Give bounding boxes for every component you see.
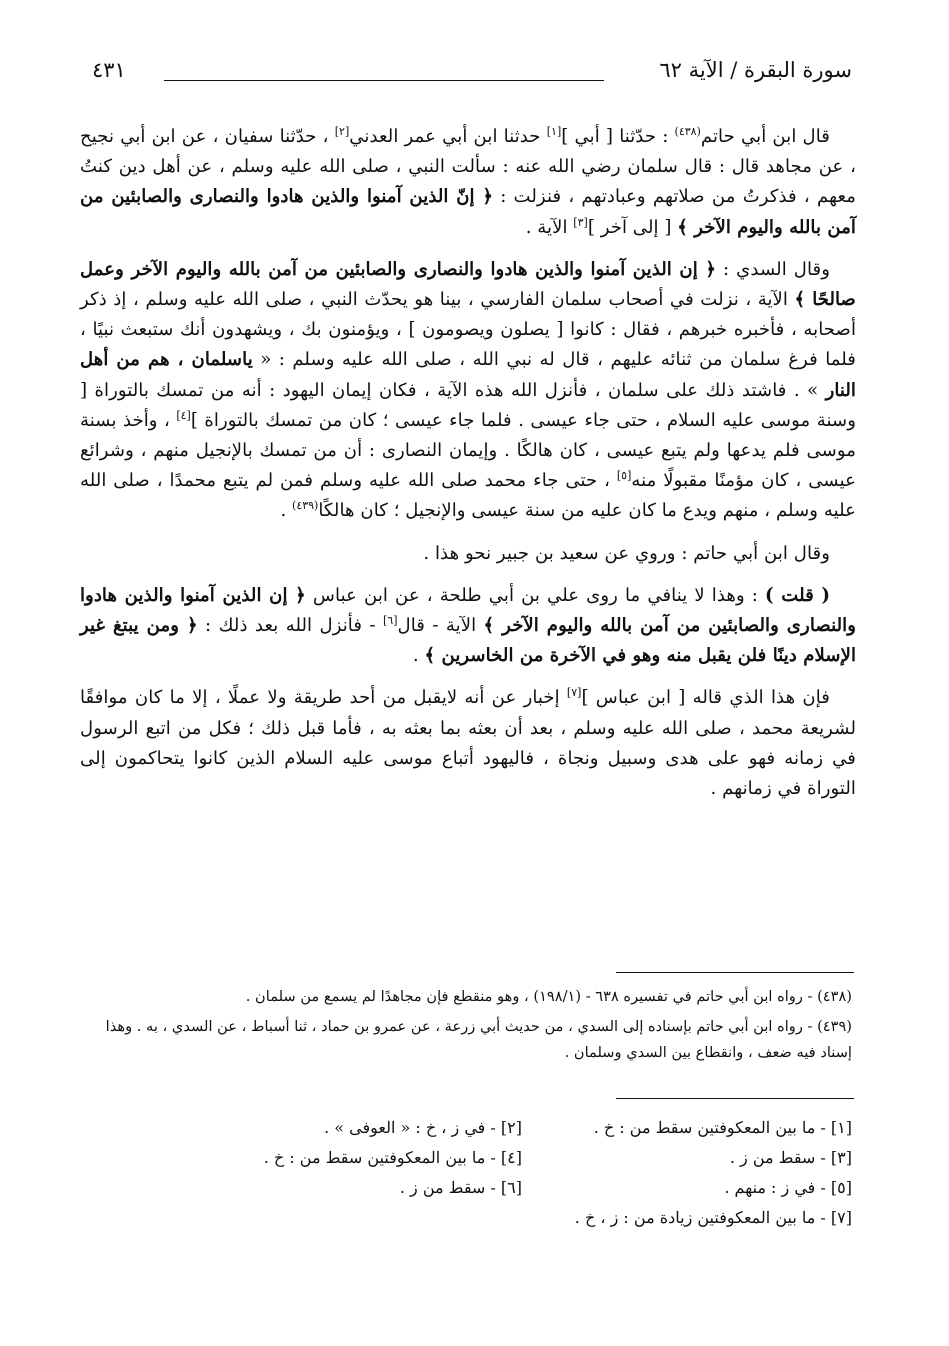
main-text: [80, 122, 856, 816]
author-note-label: ( قلت ): [765, 584, 831, 606]
variant-ref: [٢]: [334, 124, 350, 138]
variant-ref: [٤]: [176, 408, 191, 422]
footnotes: [82, 984, 852, 1070]
footnote-separator: [616, 972, 854, 973]
variant-ref: [٧]: [566, 686, 582, 700]
variants-separator: [616, 1098, 854, 1099]
running-title: سورة البقرة / الآية ٦٢: [659, 58, 852, 82]
variant-note: [٥] - في ز : منهم .: [724, 1178, 852, 1197]
variant-note: [٢] - في ز ، خ : « العوفى » .: [324, 1118, 522, 1137]
variants-row: [82, 1143, 852, 1173]
variant-ref: [٦]: [382, 613, 398, 627]
page-number: ٤٣١: [92, 58, 126, 82]
quran-verse: ﴿ إنّ الذين آمنوا والذين هادوا والنصارى والصابئين من آمن بالله واليوم الآخر ﴾: [80, 186, 856, 238]
paragraph-3: وقال ابن أبي حاتم : وروي عن سعيد بن جبير نحو هذا .: [423, 542, 830, 564]
paragraph-5: فإن هذا الذي قاله [ ابن عباس ][٧] إخبار عن أنه لايقبل من أحد طريقة ولا عملًا ، إلا ما كان موافقًا لشريعة محمد ، صلى الله عليه وسلم ، بعد أن بعثه بما بعثه به ، فأما قبل ذلك ؛ فكل من اتبع الرسول في زمانه فهو على هدى وسبيل ونجاة ، فاليهود أتباع موسى عليه السلام الذين كانوا يتحاكمون إلى التوراة في زمانهم .: [80, 686, 856, 800]
paragraph-2: وقال السدي : ﴿ إن الذين آمنوا والذين هادوا والنصارى والصابئين من آمن بالله واليوم الآخر وعمل صالحًا ﴾ الآية ، نزلت في أصحاب سلمان الفارسي ، بينا هو يحدّث النبي ، صلى الله عليه وسلم ، إذ ذكر أصحابه ، فأخبره خبرهم ، فقال : كانوا [ يصلون ويصومون ] ، ويؤمنون بك ، ويشهدون أنك ستبعث نبيًا ، فلما فرغ سلمان من ثنائه عليهم ، قال له نبي الله ، صلى الله عليه وسلم : « ياسلمان ، هم من أهل النار » . فاشتد ذلك على سلمان ، فأنزل الله هذه الآية ، فكان إيمان اليهود : أنه من تمسك بالتوراة [ وسنة موسى عليه السلام ، حتى جاء عيسى . فلما جاء عيسى ؛ كان من تمسك بالتوراة ][٤] ، وأخذ بسنة موسى فلم يدعها ولم يتبع عيسى ، كان هالكًا . وإيمان النصارى : أن من تمسك بالإنجيل منهم ، وشرائع عيسى ، كان مؤمنًا مقبولًا منه[٥] ، حتى جاء محمد صلى الله عليه وسلم فمن لم يتبع محمدًا ، صلى الله عليه وسلم ، منهم ويدع ما كان عليه من سنة عيسى والإنجيل ؛ كان هالكًا$^{(٤٣٩)}$ .: [80, 258, 857, 522]
variant-note: [٦] - سقط من ز .: [399, 1178, 522, 1197]
variant-note: [١] - ما بين المعكوفتين سقط من : خ .: [593, 1118, 852, 1137]
paragraph-4: ( قلت ) : وهذا لا ينافي ما روى علي بن أبي طلحة ، عن ابن عباس ﴿ إن الذين آمنوا والذين هادوا والنصارى والصابئين من آمن بالله واليوم الآخر ﴾ الآية - قال[٦] - فأنزل الله بعد ذلك : ﴿ ومن يبتغ غير الإسلام دينًا فلن يقبل منه وهو في الآخرة من الخاسرين ﴾ .: [80, 584, 856, 667]
quran-verse: ﴿ إن الذين آمنوا والذين هادوا والنصارى والصابئين من آمن بالله واليوم الآخر وعمل صالحًا ﴾: [80, 258, 857, 311]
variant-note: [٤] - ما بين المعكوفتين سقط من : خ .: [263, 1148, 522, 1167]
footnote-ref: (٤٣٩): [292, 499, 319, 513]
manuscript-variants: [82, 1113, 852, 1233]
variant-ref: [٥]: [616, 469, 632, 483]
variant-ref: [٣]: [573, 215, 588, 229]
variants-row: [82, 1113, 852, 1143]
quran-verse: ﴿ ومن يبتغ غير الإسلام دينًا فلن يقبل منه وهو في الآخرة من الخاسرين ﴾: [80, 615, 856, 667]
page-header: [92, 58, 852, 92]
variant-ref: [١]: [546, 124, 562, 138]
footnote: (٤٣٩) - رواه ابن أبي حاتم بإسناده إلى السدي ، من حديث أبي زرعة ، عن عمرو بن حماد ، ثنا أسباط ، عن السدي ، به . وهذا إسناد فيه ضعف ، وانقطاع بين السدي وسلمان .: [105, 1018, 852, 1061]
footnote-ref: (٤٣٨): [674, 124, 701, 138]
variants-row: [82, 1173, 852, 1203]
variant-note: [٣] - سقط من ز .: [729, 1148, 852, 1167]
variant-note: [٧] - ما بين المعكوفتين زيادة من : ز ، خ .: [574, 1208, 852, 1227]
hadith-quote: ياسلمان ، هم من أهل النار: [80, 349, 856, 401]
paragraph-1: قال ابن أبي حاتم$^{(٤٣٨)}$ : حدّثنا [ أبي ][١] حدثنا ابن أبي عمر العدني[٢] ، حدّثنا سفيان ، عن ابن أبي نجيح ، عن مجاهد قال : قال سلمان رضي الله عنه : سألت النبي ، صلى الله عليه وسلم ، عن أهل دين كنتُ معهم ، فذكرتُ من صلاتهم وعبادتهم ، فنزلت : ﴿ إنّ الذين آمنوا والذين هادوا والنصارى والصابئين من آمن بالله واليوم الآخر ﴾ [ إلى آخر ][٣] الآية .: [80, 124, 856, 238]
quran-verse: ﴿ إن الذين آمنوا والذين هادوا والنصارى والصابئين من آمن بالله واليوم الآخر ﴾: [80, 584, 856, 637]
variants-row: [82, 1203, 852, 1233]
header-rule: [164, 80, 604, 81]
footnote: (٤٣٨) - رواه ابن أبي حاتم في تفسيره ٦٣٨ - (١٩٨/١) ، وهو منقطع فإن مجاهدًا لم يسمع من سلمان .: [245, 988, 852, 1005]
